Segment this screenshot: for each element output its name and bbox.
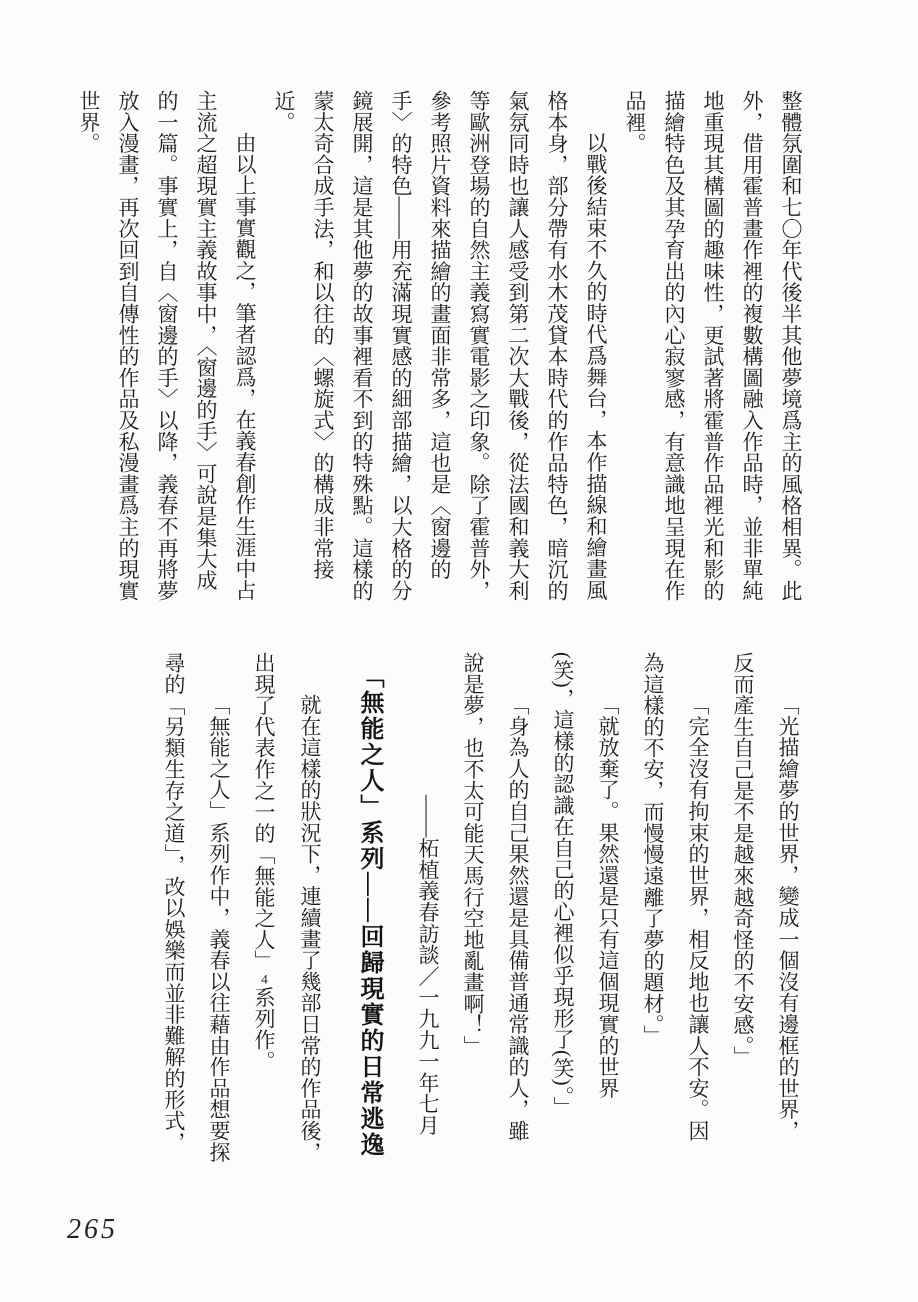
main-text-block (69, 90, 810, 602)
paragraph-continues-next-page: 「無能之人」系列作中，義春以往藉由作品想要探尋的「另類生存之道」，改以娛樂而並非難解的形式， (162, 652, 231, 1163)
paragraph: 以戰後結束不久的時代爲舞台，本作描線和繪畫風格本身，部分帶有水木茂貸本時代的作品特色，暗沉的氣氛同時也讓人感受到第二次大戰後，從法國和義大利等歐洲登場的自然主義寫實電影之印象。除了霍普外，參考照片資料來描繪的畫面非常多，這也是〈窗邊的手〉的特色——用充滿現實感的細部描繪，以大格的分鏡展開，這是其他夢的故事裡看不到的特殊點。這樣的蒙太奇合成手法，和以往的〈螺旋式〉的構成非常接近。 (272, 90, 608, 602)
interview-quote: 「就放棄了。果然還是只有這個現實的世界(笑)，這樣的認識在自己的心裡似乎現形了(笑)。」 (551, 652, 620, 1118)
interview-quote: 「光描繪夢的世界，變成一個沒有邊框的世界，反而產生自己是不是越來越奇怪的不安感。」 (731, 652, 800, 1142)
paragraph-text: 系列作。 (252, 986, 276, 1072)
paragraph-continued: 整體氛圍和七〇年代後半其他夢境爲主的風格相異。此外，借用霍普畫作裡的複數構圖融入作品時，並非單純地重現其構圖的趣味性，更試著將霍普作品裡光和影的描繪特色及其孕育出的內心寂寥感，有意識地呈現在作品裡。 (623, 90, 803, 602)
interview-quote: 「身為人的自己果然還是具備普通常識的人，雖說是夢，也不太可能天馬行空地亂畫啊！」 (461, 652, 530, 1142)
section-heading: 「無能之人」系列——回歸現實的日常逃逸 (356, 664, 382, 1158)
quote-and-section-block (151, 652, 810, 1164)
interview-quote: 「完全沒有拘束的世界，相反地也讓人不安。因為這樣的不安，而慢慢遠離了夢的題材。」 (641, 652, 710, 1142)
footnote-marker: 4 (257, 971, 272, 987)
paragraph-text: 就在這樣的狀況下，連續畫了幾部日常的作品後，出現了代表作之一的「無能之人」 (252, 652, 322, 1163)
quote-attribution: ——柘植義春訪談／一九九一年七月 (416, 795, 440, 1136)
paragraph: 由以上事實觀之，筆者認爲，在義春創作生涯中占主流之超現實主義故事中，〈窗邊的手〉可說是集大成的一篇。事實上，自〈窗邊的手〉以降，義春不再將夢放入漫畫，再次回到自傳性的作品及私漫畫爲主的現實世界。 (77, 90, 257, 602)
paragraph (241, 652, 332, 1164)
page-number: 265 (67, 1214, 118, 1245)
